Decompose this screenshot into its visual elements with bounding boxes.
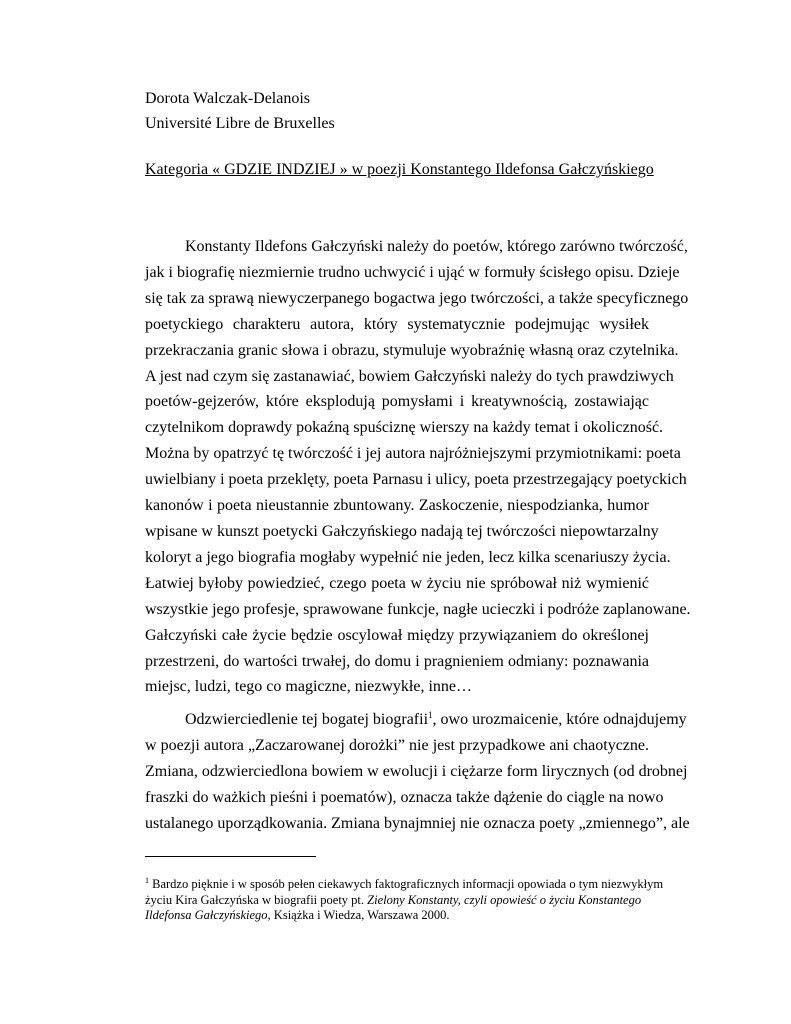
author-affiliation: Université Libre de Bruxelles [145,115,335,132]
text-line: poetów-gejzerów, które eksplodują pomysłami i kreatywnością, zostawiając [145,393,649,411]
text-line: fraszki do ważkich pieśni i poematów), oznacza także dążenie do ciągle na nowo [145,788,664,806]
footnote-book-title: Zielony Konstanty, czyli opowieść o życiu Konstantego [367,892,642,907]
text-line: się tak za sprawą niewyczerpanego bogactwa jego twórczości, a także specyficznego [145,289,689,307]
footnote-separator [145,856,316,857]
text-line: miejsc, ludzi, tego co magiczne, niezwykłe, inne… [145,678,472,696]
footnote [145,876,664,924]
footnote-line [145,893,655,909]
text-line: Można by opatrzyć tę twórczość i jej autora najróżniejszymi przymiotnikami: poeta [145,445,681,463]
text-line: wszystkie jego profesje, sprawowane funkcje, nagłe ucieczki i podróże zaplanowane. [145,600,691,618]
footnote-book-title: Ildefonsa Gałczyńskiego, [145,908,271,922]
text-line: przekraczania granic słowa i obrazu, stymuluje wyobraźnię własną oraz czytelnika. [145,341,679,359]
footnote-text: Książka i Wiedza, Warszawa 2000. [270,908,450,922]
text-line [145,707,687,733]
text-line: Zmiana, odzwierciedlona bowiem w ewolucji i ciężarze form lirycznych (od drobnej [145,762,688,780]
author-block [145,86,335,136]
text-line: kanonów i poeta nieustannie zbuntowany. Zaskoczenie, niespodzianka, humor [145,497,649,515]
text-line: poetyckiego charakteru autora, który systematycznie podejmując wysiłek [145,315,649,333]
author-name: Dorota Walczak-Delanois [145,90,311,107]
text-segment: , owo urozmaicenie, które odnajdujemy [432,711,687,728]
footnote-text: Bardzo pięknie i w sposób pełen ciekawych faktograficznych informacji opowiada o tym niezwykłym [149,877,664,891]
footnote-line [145,908,655,924]
text-line: uwielbiany i poeta przeklęty, poeta Parnasu i ulicy, poeta przestrzegający poetyckich [145,471,687,489]
footnote-number: 1 [145,876,149,885]
text-line: wpisane w kunszt poetycki Gałczyńskiego nadają tej twórczości niepowtarzalny [145,522,659,540]
text-line: Konstanty Ildefons Gałczyński należy do poetów, którego zarówno twórczość, [185,238,688,255]
text-line: jak i biografię niezmiernie trudno uchwycić i ująć w formuły ścisłego opisu. Dzieje [145,263,680,281]
text-line: A jest nad czym się zastanawiać, bowiem Gałczyński należy do tych prawdziwych [145,367,674,385]
paragraph-1 [145,234,691,700]
text-line: czytelnikom doprawdy pokaźną spuściznę wierszy na każdy temat i okoliczność. [145,419,664,437]
text-line: Łatwiej byłoby powiedzieć, czego poeta w życiu nie spróbował niż wymienić [145,574,649,592]
text-line: koloryt a jego biografia mogłaby wypełnić nie jeden, lecz kilka scenariuszy życia. [145,548,671,566]
text-line: przestrzeni, do wartości trwałej, do domu i pragnieniem odmiany: poznawania [145,652,649,670]
text-line: w poezji autora „Zaczarowanej dorożki” nie jest przypadkowe ani chaotyczne. [145,736,649,754]
paragraph-2 [145,707,690,837]
footnote-text: życiu Kira Gałczyńska w biografii poety pt. [145,892,368,907]
footnote-reference[interactable]: 1 [428,710,433,720]
text-segment: Odzwierciedlenie tej bogatej biografii [185,711,429,728]
text-line: Gałczyński całe życie będzie oscylował między przywiązaniem do określonej [145,626,649,644]
article-title: Kategoria « GDZIE INDZIEJ » w poezji Konstantego Ildefonsa Gałczyńskiego [145,161,654,178]
text-line: ustalanego uporządkowania. Zmiana bynajmniej nie oznacza poety „zmiennego”, ale [145,814,690,832]
footnote-line [145,876,664,893]
